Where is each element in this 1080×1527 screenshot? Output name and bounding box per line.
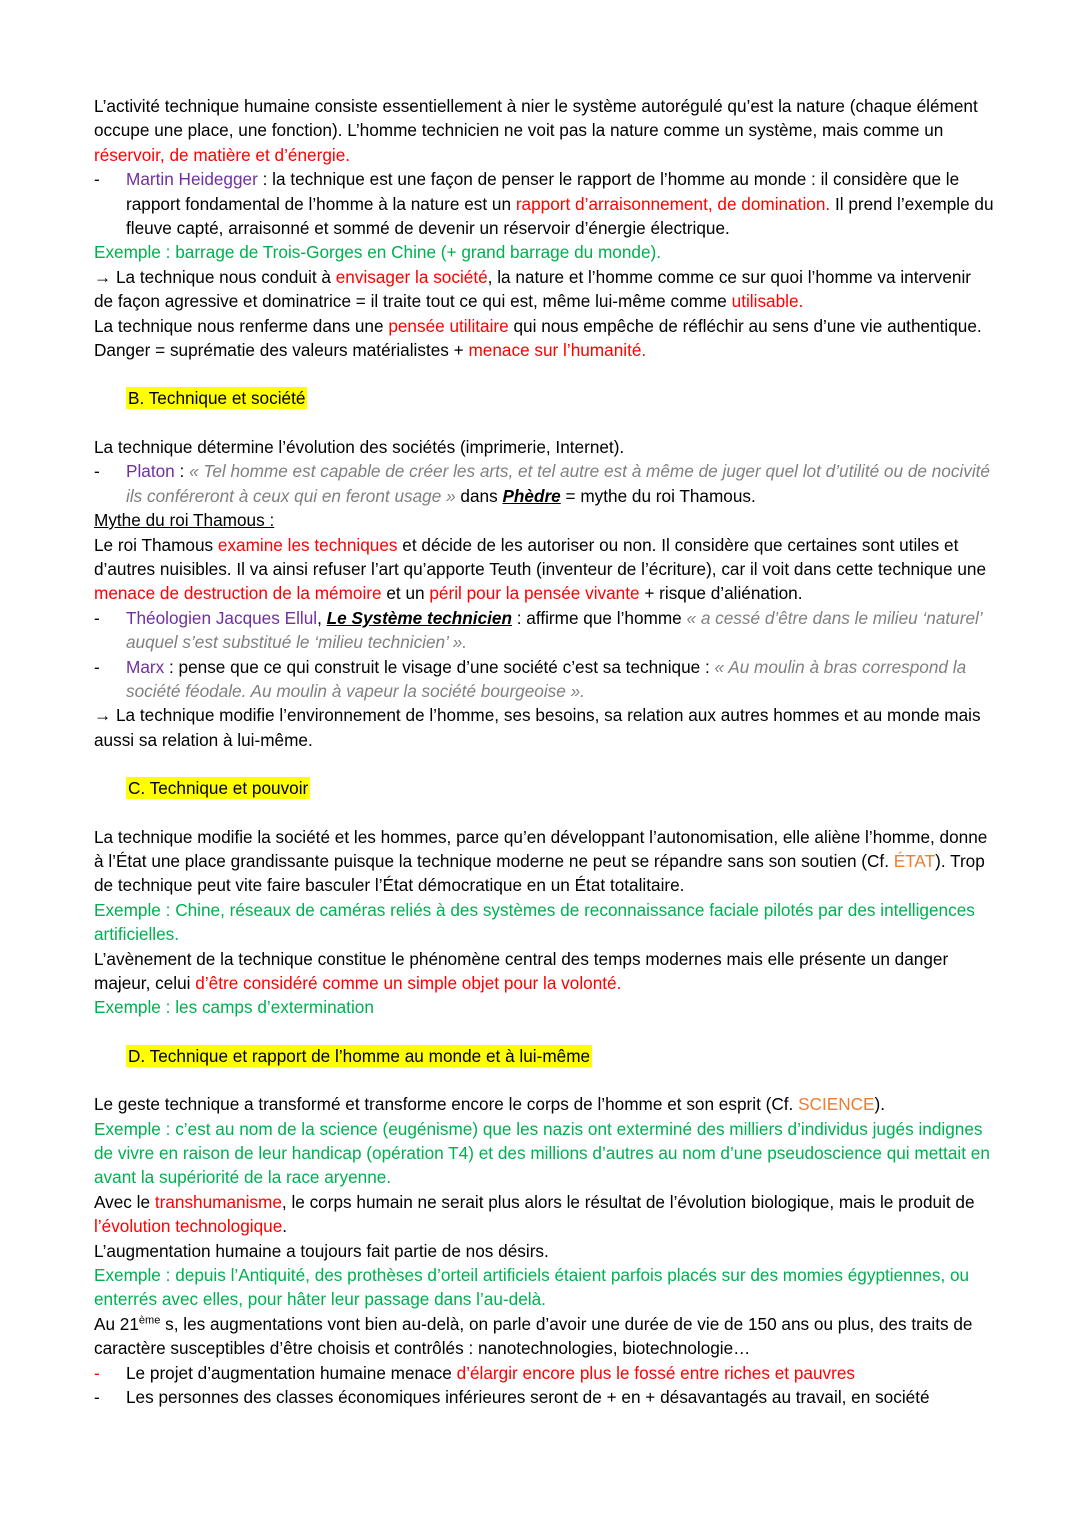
myth-title: Mythe du roi Thamous : bbox=[94, 510, 275, 531]
quote: « Au moulin à bras correspond la société féodale. Au moulin à vapeur la société bourgeoise ». bbox=[126, 656, 967, 701]
work-title: Phèdre bbox=[502, 485, 561, 506]
section-c-paragraph-2: L’avènement de la technique constitue le phénomène central des temps modernes mais elle présente un danger majeur, celui d’être considéré comme un simple objet pour la volonté. bbox=[94, 948, 949, 993]
conclusion-paragraph: → La technique nous conduit à envisager la société, la nature et l’homme comme ce sur quoi l’homme va intervenir de façon agressive et dominatrice = il traite tout ce qui est, même lui-même comme utilisable. bbox=[94, 266, 972, 312]
cross-reference: SCIENCE bbox=[798, 1094, 875, 1115]
author-name: Platon bbox=[126, 461, 175, 482]
example-line: Exemple : Chine, réseaux de caméras reliés à des systèmes de reconnaissance faciale pilotés par des intelligences artificielles. bbox=[94, 899, 975, 945]
bullet-dash: - bbox=[94, 656, 100, 677]
bullet-dash: - bbox=[94, 169, 100, 190]
bullet-dash: - bbox=[94, 1387, 100, 1408]
quote: « a cessé d’être dans le milieu ‘naturel’ auquel s’est substitué le ‘milieu technicien’ ». bbox=[126, 607, 982, 653]
section-c-paragraph: La technique modifie la société et les hommes, parce qu’en développant l’autonomisation, elle aliène l’homme, donne à l’État une place grandissante puisque la technique moderne ne peut se répandre sans son soutien (Cf. ÉTAT). Trop de technique peut vite faire basculer l’État démocratique en un État totalitaire. bbox=[94, 826, 988, 896]
bullet-dash: - bbox=[94, 607, 100, 628]
author-name: Marx bbox=[126, 656, 165, 677]
bullet-dash: - bbox=[94, 1362, 100, 1383]
heidegger-bullet: - Martin Heidegger : la technique est une façon de penser le rapport de l’homme au monde : il considère que le rapport fondamental de l’homme à la nature est un rapport d’arraisonnement, de domination. Il prend l’exemple du fleuve capté, arraisonné et sommé de devenir un réservoir d’énergie électrique. bbox=[94, 169, 994, 239]
quote: « Tel homme est capable de créer les arts, et tel autre est à même de juger quel lot d’utilité ou de nocivité ils conféreront à ceux qui en feront usage » bbox=[126, 461, 990, 506]
section-d-paragraph: Le geste technique a transformé et transforme encore le corps de l’homme et son esprit (Cf. SCIENCE). bbox=[94, 1094, 885, 1115]
section-heading-d: D. Technique et rapport de l’homme au monde et à lui-même bbox=[128, 1045, 591, 1066]
section-b-intro: La technique détermine l’évolution des sociétés (imprimerie, Internet). bbox=[94, 436, 625, 457]
section-heading-b: B. Technique et société bbox=[128, 388, 306, 409]
risk-bullet-1: - Le projet d’augmentation humaine menace d’élargir encore plus le fossé entre riches et pauvres bbox=[94, 1361, 994, 1385]
century-paragraph: Au 21ème s, les augmentations vont bien au-delà, on parle d’avoir une durée de vie de 150 ans ou plus, des traits de caractère susceptibles d’être choisis et contrôlés : nanotechnologies, biotechnologie… bbox=[94, 1313, 973, 1359]
author-name: Martin Heidegger bbox=[126, 169, 258, 190]
ellul-bullet: - Théologien Jacques Ellul, Le Système technicien : affirme que l’homme « a cessé d’être dans le milieu ‘naturel’ auquel s’est substitué le ‘milieu technicien’ ». bbox=[94, 607, 982, 653]
example-line: Exemple : depuis l’Antiquité, des prothèses d’orteil artificiels étaient parfois placés sur des momies égyptiennes, ou enterrés avec elles, pour hâter leur passage dans l’au-delà. bbox=[94, 1265, 970, 1310]
section-heading-c: C. Technique et pouvoir bbox=[128, 778, 309, 799]
document-page bbox=[94, 94, 994, 1410]
example-line: Exemple : c’est au nom de la science (eugénisme) que les nazis ont exterminé des milliers d’individus jugés indignes de vivre en raison de leur handicap (opération T4) et des millions d’autres au nom d’une pseudoscience qui mettait en avant la supériorité de la race aryenne. bbox=[94, 1118, 990, 1188]
augmentation-line: L’augmentation humaine a toujours fait partie de nos désirs. bbox=[94, 1240, 549, 1261]
myth-paragraph: Le roi Thamous examine les techniques et décide de les autoriser ou non. Il considère que certaines sont utiles et d’autres nuisibles. Il va ainsi refuser l’art qu’apporte Teuth (inventeur de l’écriture), car il voit dans cette technique une menace de destruction de la mémoire et un péril pour la pensée vivante + risque d’aliénation. bbox=[94, 534, 987, 604]
danger-paragraph: La technique nous renferme dans une pensée utilitaire qui nous empêche de réfléchir au sens d’une vie authentique. Danger = suprématie des valeurs matérialistes + menace sur l’humanité. bbox=[94, 315, 982, 361]
section-b-conclusion: → La technique modifie l’environnement de l’homme, ses besoins, sa relation aux autres hommes et au monde mais aussi sa relation à lui-même. bbox=[94, 705, 981, 750]
risk-bullet-2: - Les personnes des classes économiques inférieures seront de + en + désavantagés au travail, en société bbox=[94, 1385, 994, 1409]
example-line: Exemple : les camps d’extermination bbox=[94, 997, 374, 1018]
work-title: Le Système technicien bbox=[326, 607, 512, 628]
cross-reference: ÉTAT bbox=[893, 850, 936, 871]
transhumanism-paragraph: Avec le transhumanisme, le corps humain ne serait plus alors le résultat de l’évolution biologique, mais le produit de l’évolution technologique. bbox=[94, 1191, 975, 1237]
author-name: Théologien Jacques Ellul bbox=[126, 607, 318, 628]
example-line: Exemple : barrage de Trois-Gorges en Chine (+ grand barrage du monde). bbox=[94, 242, 662, 263]
marx-bullet: - Marx : pense que ce qui construit le visage d’une société c’est sa technique : « Au moulin à bras correspond la société féodale. Au moulin à vapeur la société bourgeoise ». bbox=[94, 656, 967, 701]
bullet-dash: - bbox=[94, 461, 100, 482]
platon-bullet: - Platon : « Tel homme est capable de créer les arts, et tel autre est à même de juger quel lot d’utilité ou de nocivité ils conféreront à ceux qui en feront usage » dans Phèdre = mythe du roi Thamous. bbox=[94, 461, 990, 506]
intro-paragraph: L’activité technique humaine consiste essentiellement à nier le système autorégulé qu’est la nature (chaque élément occupe une place, une fonction). L’homme technicien ne voit pas la nature comme un système, mais comme un réservoir, de matière et d’énergie. bbox=[94, 96, 978, 165]
